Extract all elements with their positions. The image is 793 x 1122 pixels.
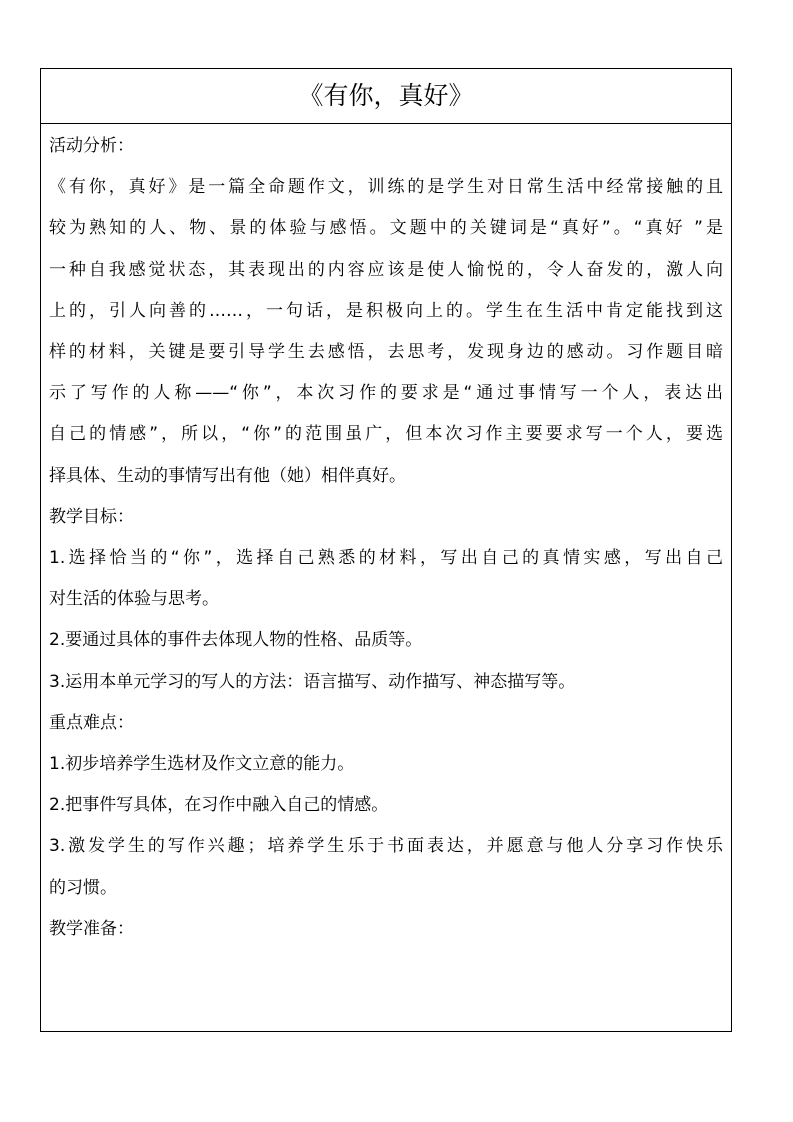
- focus-line: 2.把事件写具体，在习作中融入自己的情感。: [49, 795, 389, 816]
- analysis-heading: 活动分析：: [49, 136, 134, 156]
- goal-line: 3.运用本单元学习的写人的方法：语言描写、动作描写、神态描写等。: [49, 671, 576, 692]
- lesson-content: [41, 124, 731, 950]
- analysis-line: 较为熟知的人、物、景的体验与感悟。文题中的关键词是“真好”。“真好 ”是: [49, 218, 723, 239]
- goals-heading: 教学目标：: [49, 506, 134, 527]
- goal-line: 1.选择恰当的“你”，选择自己熟悉的材料，写出自己的真情实感，写出自己: [49, 548, 723, 569]
- analysis-line: 示了写作的人称——“你”，本次习作的要求是“通过事情写一个人，表达出: [49, 383, 723, 404]
- analysis-line: 自己的情感”，所以，“你”的范围虽广，但本次习作主要要求写一个人，要选: [49, 424, 723, 445]
- document-title: 《有你，真好》: [41, 69, 731, 124]
- analysis-line: 上的，引人向善的……，一句话，是积极向上的。学生在生活中肯定能找到这: [49, 300, 723, 321]
- focus-heading: 重点难点：: [49, 712, 134, 733]
- goal-line: 2.要通过具体的事件去体现人物的性格、品质等。: [49, 630, 423, 651]
- focus-line: 的习惯。: [49, 877, 117, 898]
- focus-line: 1.初步培养学生选材及作文立意的能力。: [49, 754, 355, 775]
- lesson-plan-table: [40, 68, 732, 1032]
- focus-line: 3.激发学生的写作兴趣；培养学生乐于书面表达，并愿意与他人分享习作快乐: [49, 836, 723, 857]
- analysis-line: 一种自我感觉状态，其表现出的内容应该是使人愉悦的，令人奋发的，激人向: [49, 259, 723, 280]
- analysis-line: 择具体、生动的事情写出有他（她）相伴真好。: [49, 465, 406, 486]
- analysis-line: 《有你，真好》是一篇全命题作文，训练的是学生对日常生活中经常接触的且: [49, 177, 723, 198]
- goal-line: 对生活的体验与思考。: [49, 589, 219, 610]
- analysis-line: 样的材料，关键是要引导学生去感悟，去思考，发现身边的感动。习作题目暗: [49, 342, 723, 363]
- prep-heading: 教学准备：: [49, 918, 134, 939]
